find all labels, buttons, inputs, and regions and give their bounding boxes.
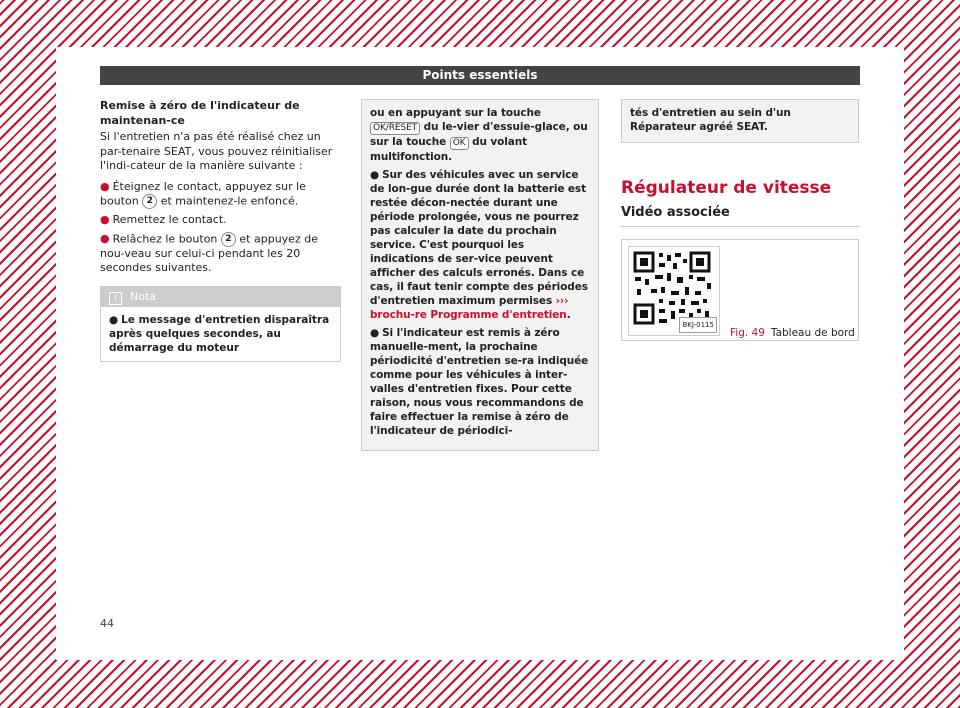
intro-text: Si l'entretien n'a pas été réalisé chez un par-tenaire SEAT, vous pouvez réinitialiser l'indi-cateur de la manière suivante : <box>100 130 333 172</box>
info-icon: i <box>109 292 122 305</box>
figure-number: Fig. 49 <box>730 327 765 339</box>
bullet-icon: ● <box>370 327 380 339</box>
note-box <box>100 286 341 362</box>
bullet-icon: ● <box>109 313 119 326</box>
key-label: OK <box>450 137 469 150</box>
section-heading: Remise à zéro de l'indicateur de maintenan-ce <box>100 99 300 127</box>
note-header: i Nota <box>101 287 340 307</box>
brochure-link[interactable]: ››› brochu-re Programme d'entretien <box>370 295 569 321</box>
page-number: 44 <box>100 617 114 630</box>
bullet-icon: ● <box>100 179 110 193</box>
qr-code-label: BKJ-0115 <box>679 317 717 334</box>
bullet-icon: ● <box>370 169 380 181</box>
key-label: OK/RESET <box>370 122 420 135</box>
section-title: Régulateur de vitesse <box>621 178 832 198</box>
bullet-icon: ● <box>100 213 110 226</box>
bullet-item: ● Éteignez le contact, appuyez sur le bouton 2 et maintenez-le enfoncé. <box>100 179 306 208</box>
bullet-item: ● Remettez le contact. <box>100 213 227 226</box>
column-2 <box>361 99 599 451</box>
key-badge: 2 <box>142 194 157 209</box>
page <box>56 47 904 660</box>
bullet-icon: ● <box>100 232 110 245</box>
warning-box: ou en appuyant sur la touche OK/RESET du le-vier d'essuie-glace, ou sur la touche OK du volant multifonction. ● Sur des véhicules avec un service de lon-gue durée dont la batterie est restée décon-nectée durant une période prolongée, vous ne pourrez pas calculer la date du prochain service. C'est pourquoi les indications de ser-vice peuvent afficher des calculs erronés. Dans ce cas, il faut tenir compte des périodes d'entretien maximum permises ››› brochu-re Programme d'entretien. ● Si l'indicateur est remis à zéro manuelle-ment, la prochaine périodicité d'entretien se-ra indiquée comme pour les véhicules à inter-valles d'entretien fixes. Pour cette raison, nous vous recommandons de faire effectuer la remise à zéro de l'indicateur de périodici- <box>361 99 599 451</box>
column-1 <box>100 99 341 362</box>
note-body: ● Le message d'entretien disparaîtra après quelques secondes, au démarrage du moteur <box>109 313 330 354</box>
column-3 <box>621 99 859 341</box>
key-badge: 2 <box>221 232 236 247</box>
bullet-item: ● Sur des véhicules avec un service de lon-gue durée dont la batterie est restée décon-nectée durant une période prolongée, vous ne pourrez pas calculer la date du prochain service. C'est pourquoi les indications de ser-vice peuvent afficher des calculs erronés. Dans ce cas, il faut tenir compte des périodes d'entretien maximum permises ››› brochu-re Programme d'entretien. <box>370 169 588 321</box>
figure-caption: Fig. 49 Tableau de bord <box>730 327 855 339</box>
figure <box>621 239 859 341</box>
bullet-item: ● Relâchez le bouton 2 et appuyez de nou-veau sur celui-ci pendant les 20 secondes suivantes. <box>100 232 318 274</box>
page-header: Points essentiels <box>100 66 860 85</box>
subtitle: Vidéo associée <box>621 206 859 228</box>
bullet-item: ● Si l'indicateur est remis à zéro manuelle-ment, la prochaine périodicité d'entretien se-ra indiquée comme pour les véhicules à inter-valles d'entretien fixes. Pour cette raison, nous vous recommandons de faire effectuer la remise à zéro de l'indicateur de périodici- <box>370 327 589 437</box>
warning-box-continued: tés d'entretien au sein d'un Réparateur agréé SEAT. <box>621 99 859 143</box>
qr-code-icon[interactable] <box>628 246 720 336</box>
